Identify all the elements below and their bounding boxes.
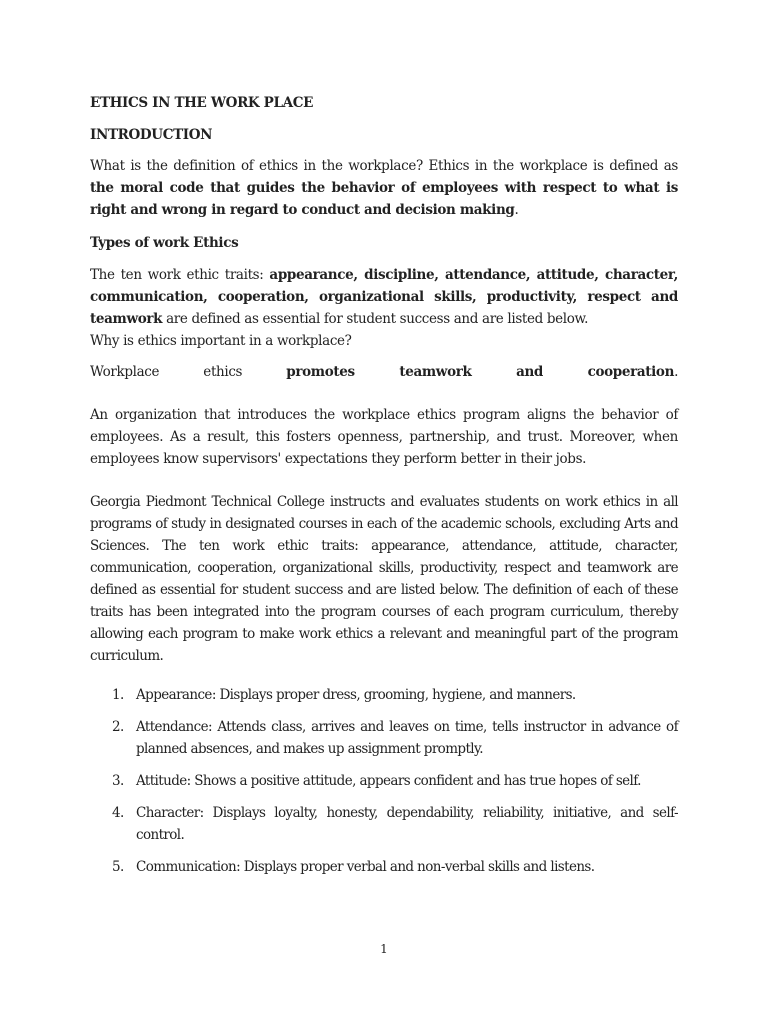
introduction-paragraph: [90, 155, 678, 221]
list-item-number: 2.: [112, 719, 124, 735]
page-number: 1: [380, 942, 388, 956]
list-item: [90, 716, 678, 760]
intro-bold-definition: the moral code that guides the behavior of employees with respect to what is right and wrong in regard to conduct and decision making: [90, 180, 678, 218]
list-item-text: Attitude: Shows a positive attitude, appears confident and has true hopes of self.: [136, 773, 641, 789]
traits-list: [90, 684, 678, 878]
traits-bold-list: appearance, discipline, attendance, attitude, character, communication, cooperation, organizational skills, productivity, respect and teamwork: [90, 267, 678, 327]
list-item-text: Appearance: Displays proper dress, grooming, hygiene, and manners.: [136, 687, 576, 703]
importance-question: Why is ethics important in a workplace?: [90, 333, 352, 349]
list-item-text: Attendance: Attends class, arrives and leaves on time, tells instructor in advance of planned absences, and makes up assignment promptly.: [136, 719, 678, 757]
list-item: [90, 802, 678, 846]
workplace-plain-text: Workplace ethics: [90, 364, 287, 380]
list-item: [90, 684, 678, 706]
page-content: [90, 92, 678, 888]
intro-plain-text: What is the definition of ethics in the workplace? Ethics in the workplace is defined as: [90, 158, 678, 174]
traits-plain-text: The ten work ethic traits:: [90, 267, 270, 283]
intro-end: .: [514, 202, 519, 218]
traits-paragraph: [90, 264, 678, 330]
introduction-heading: INTRODUCTION: [90, 127, 213, 143]
list-item-number: 3.: [112, 773, 124, 789]
organization-paragraph: An organization that introduces the workplace ethics program aligns the behavior of employees. As a result, this fosters openness, partnership, and trust. Moreover, when employees know supervisors' expectations they perform better in their jobs.: [90, 407, 678, 467]
list-item-number: 1.: [112, 687, 124, 703]
list-item-text: Communication: Displays proper verbal and non-verbal skills and listens.: [136, 859, 595, 875]
traits-plain-end: are defined as essential for student success and are listed below.: [162, 311, 589, 327]
workplace-end: .: [674, 364, 679, 380]
gptc-paragraph: Georgia Piedmont Technical College instructs and evaluates students on work ethics in all programs of study in designated courses in each of the academic schools, excluding Arts and Sciences. The ten work ethic traits: appearance, attendance, attitude, character, communication, cooperation, organizational skills, productivity, respect and teamwork are defined as essential for student success and are listed below. The definition of each of these traits has been integrated into the program courses of each program curriculum, thereby allowing each program to make work ethics a relevant and meaningful part of the program curriculum.: [90, 494, 678, 664]
types-heading: Types of work Ethics: [90, 235, 239, 251]
list-item-number: 4.: [112, 805, 124, 821]
list-item-number: 5.: [112, 859, 124, 875]
list-item: [90, 856, 678, 878]
workplace-bold-text: promotes teamwork and cooperation: [286, 364, 675, 380]
document-title: ETHICS IN THE WORK PLACE: [90, 95, 314, 111]
list-item: [90, 770, 678, 792]
list-item-text: Character: Displays loyalty, honesty, dependability, reliability, initiative, and self-control.: [136, 805, 678, 843]
workplace-ethics-line: [90, 361, 678, 383]
